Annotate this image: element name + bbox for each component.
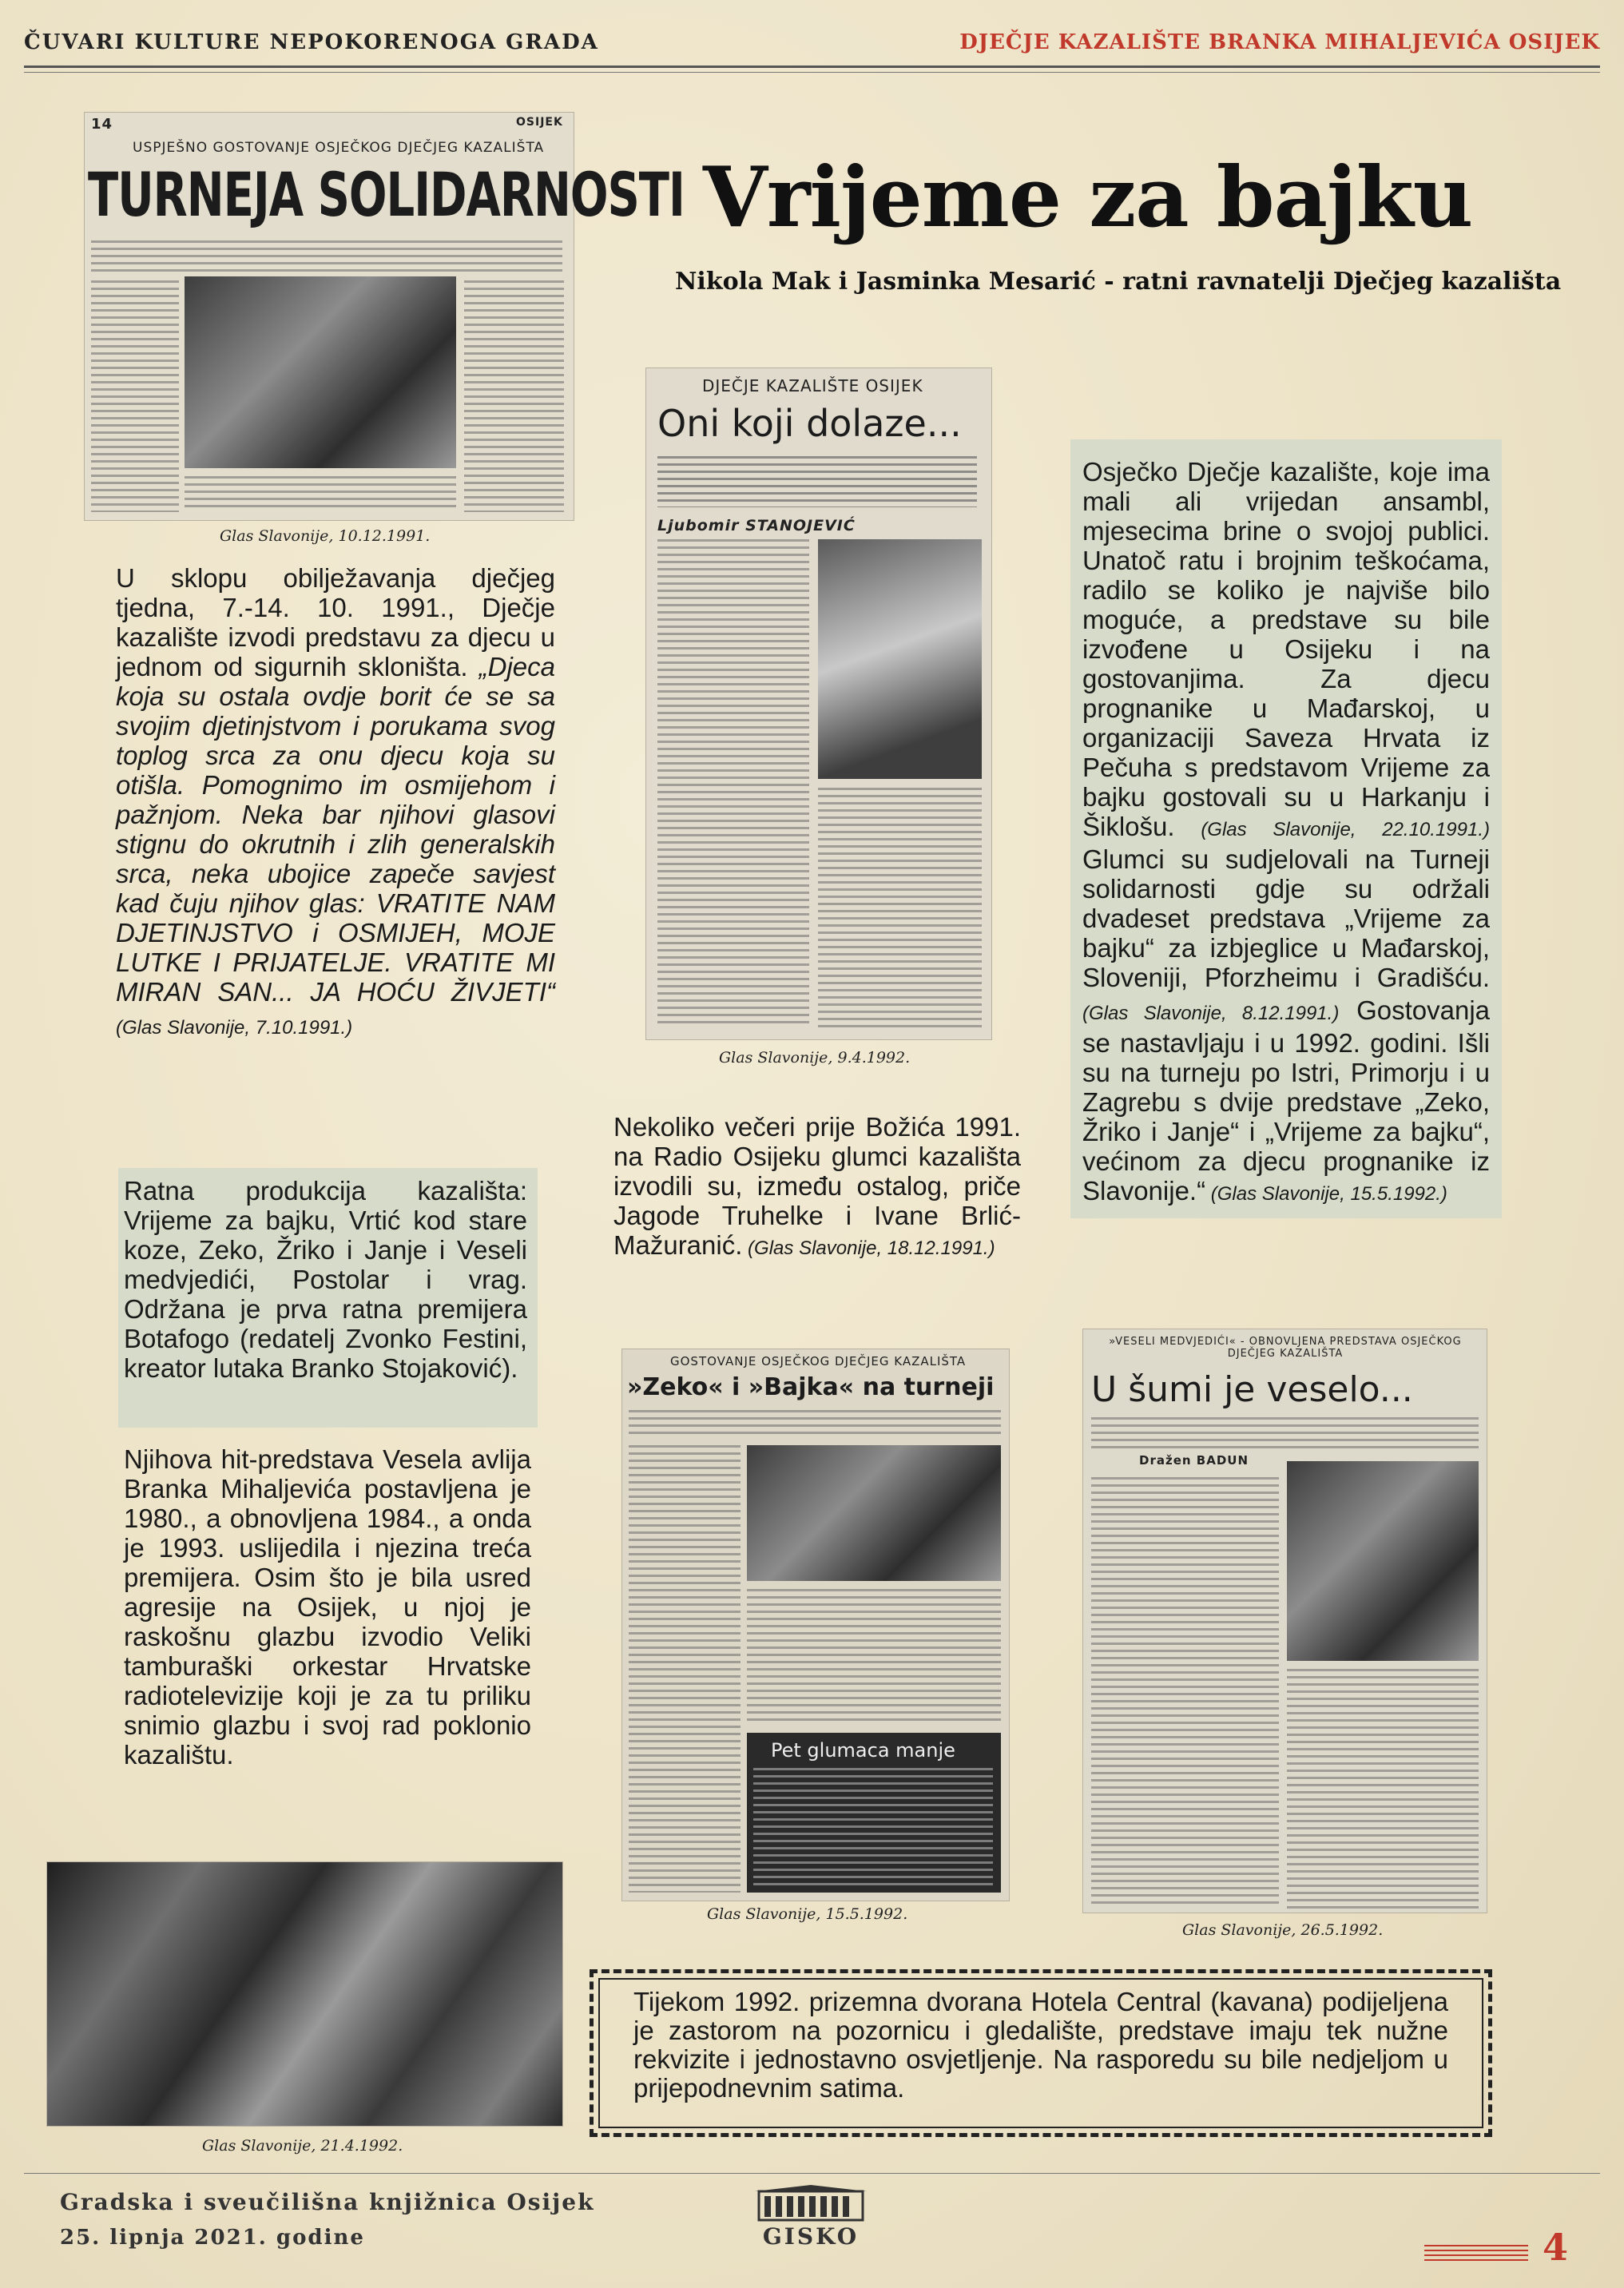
clipping-kicker: GOSTOVANJE OSJEČKOG DJEČJEG KAZALIŠTA — [670, 1354, 967, 1368]
clipping-portrait-photo — [818, 539, 982, 779]
clipping-kicker: USPJEŠNO GOSTOVANJE OSJEČKOG DJEČJEG KAZALIŠTA — [133, 140, 545, 156]
header-theatre-title: DJEČJE KAZALIŠTE BRANKA MIHALJEVIĆA OSIJEK — [959, 30, 1600, 54]
clipping-headline: Oni koji dolaze... — [657, 402, 962, 445]
clipping-photo — [747, 1445, 1001, 1581]
footer-date: 25. lipnja 2021. godine — [60, 2226, 365, 2250]
text-touring: Osječko Dječje kazalište, koje ima mali ali vrijedan ansambl, mjesecima brine o svojoj publici. Unatoč ratu i brojnim teškoćama, radilo se koliko je najviše bilo moguće, a predstave su bile izvođene u Osijeku i na gostovanjima. Za djecu prognanike u Mađarskoj, u organizaciji Saveza Hrvata iz Pečuha s predstavom Vrijeme za bajku gostovali su u Harkanju i Šiklošu. (Glas Slavonije, 22.10.1991.) Glumci su sudjelovali na Turneji solidarnosti gdje su održali dvadeset predstava „Vrijeme za bajku“ za izbjeglice u Mađarskoj, Sloveniji, Pforzheimu i Gradišću. (Glas Slavonije, 8.12.1991.) Gostovanja se nastavljaju i u 1992. godini. Išli su na turneju po Istri, Primorju i u Zagrebu s dvije predstave „Zeko, Žriko i Janje“ i „Vrijeme za bajku“, većinom za djecu prognanike iz Slavonije.“ (Glas Slavonije, 15.5.1992.) — [1082, 457, 1491, 1206]
notice-text: Tijekom 1992. prizemna dvorana Hotela Central (kavana) podijeljena je zastorom na pozornicu i gledalište, predstave imaju tek nužne rekvizite i jednostavno osvjetljenje. Na rasporedu su bile nedjeljom u prijepodnevnim satima. — [633, 1987, 1448, 2103]
footer-rule — [24, 2173, 1600, 2174]
clipping-u-sumi-je-veselo — [1082, 1329, 1487, 1913]
caption-photo: Glas Slavonije, 21.4.1992. — [202, 2137, 403, 2155]
clipping-author: Ljubomir STANOJEVIĆ — [657, 517, 856, 534]
clipping-headline: »Zeko« i »Bajka« na turneji — [627, 1373, 995, 1401]
hotel-central-notice — [590, 1969, 1492, 2137]
clipping-oni-koji-dolaze — [645, 367, 992, 1040]
text-children-week: U sklopu obilježavanja dječjeg tjedna, 7.-14. 10. 1991., Dječje kazalište izvodi predstavu za djecu u jednom od sigurnih skloništa. „Djeca koja su ostala ovdje borit će se sa svojim djetinjstvom i porukama svog toplog srca za onu djecu koja su otišla. Pomognimo im osmijehom i pažnjom. Neka bar njihovi glasovi stignu do okrutnih i zlih generalskih srca, neka ubojice zapeče savjest kad čuju njihov glas: VRATITE NAM DJETINJSTVO i OSMIJEH, MOJE LUTKE I PRIJATELJE. VRATITE MI MIRAN SAN... JA HOĆU ŽIVJETI“ (Glas Slavonije, 7.10.1991.) — [116, 563, 555, 1039]
caption-oni: Glas Slavonije, 9.4.1992. — [719, 1049, 911, 1067]
clipping-headline: U šumi je veselo... — [1091, 1369, 1413, 1410]
gisko-logo — [747, 2185, 875, 2257]
text-radio-osijek: Nekoliko večeri prije Božića 1991. na Radio Osijeku glumci kazališta izvodili su, između ostalog, priče Jagode Truhelke i Ivane Brlić-Mažuranić. (Glas Slavonije, 18.12.1991.) — [613, 1112, 1021, 1260]
clipping-headline: TURNEJA SOLIDARNOSTI — [88, 161, 685, 231]
text-vesela-avlija: Njihova hit-predstava Vesela avlija Branka Mihaljevića postavljena je 1980., a obnovljena 1984., a onda je 1993. uslijedila i njezina treća premijera. Osim što je bila usred agresije na Osijek, u njoj je raskošnu glazbu izvodio Veliki tamburaški orkestar Hrvatske radiotelevizije koji je za tu priliku snimio glazbu i svoj rad poklonio kazalištu. — [124, 1444, 531, 1770]
clipping-page-number: 14 — [91, 116, 113, 133]
caption-suma: Glas Slavonije, 26.5.1992. — [1182, 1921, 1384, 1939]
clipping-photo — [1287, 1461, 1479, 1661]
page-subtitle: Nikola Mak i Jasminka Mesarić - ratni ravnatelji Dječjeg kazališta — [675, 268, 1562, 296]
caption-turneja: Glas Slavonije, 10.12.1991. — [220, 527, 431, 545]
clipping-kicker: »VESELI MEDVJEDIĆI« - OBNOVLJENA PREDSTAVA OSJEČKOG DJEČJEG KAZALIŠTA — [1109, 1336, 1462, 1360]
clipping-subhead-box — [747, 1733, 1001, 1893]
clipping-author: Dražen BADUN — [1139, 1453, 1249, 1468]
clipping-masthead: OSIJEK — [516, 116, 563, 129]
header-series-title: ČUVARI KULTURE NEPOKORENOGA GRADA — [24, 30, 599, 54]
footer-library-name: Gradska i sveučilišna knjižnica Osijek — [60, 2189, 595, 2215]
clipping-subhead: Pet glumaca manje — [771, 1739, 955, 1762]
header-rule — [24, 66, 1600, 68]
clipping-theatre-photo — [46, 1861, 563, 2127]
clipping-zeko-bajka — [621, 1349, 1010, 1901]
caption-zeko: Glas Slavonije, 15.5.1992. — [707, 1905, 908, 1923]
page-title: Vrijeme za bajku — [703, 148, 1473, 246]
logo-text: GISKO — [762, 2223, 860, 2250]
clipping-turneja-solidarnosti — [84, 112, 685, 521]
text-war-production: Ratna produkcija kazališta: Vrijeme za bajku, Vrtić kod stare koze, Zeko, Žriko i Janje i Veseli medvjedići, Postolar i vrag. Održana je prva ratna premijera Botafogo (redatelj Zvonko Festini, kreator lutaka Branko Stojaković). — [124, 1176, 527, 1383]
page-number: 4 — [1542, 2226, 1568, 2269]
header-rule-thin — [24, 72, 1600, 73]
clipping-kicker: DJEČJE KAZALIŠTE OSIJEK — [702, 376, 923, 395]
clipping-photo — [185, 276, 456, 468]
page-number-decoration — [1424, 2245, 1528, 2261]
library-logo-icon — [747, 2185, 875, 2223]
